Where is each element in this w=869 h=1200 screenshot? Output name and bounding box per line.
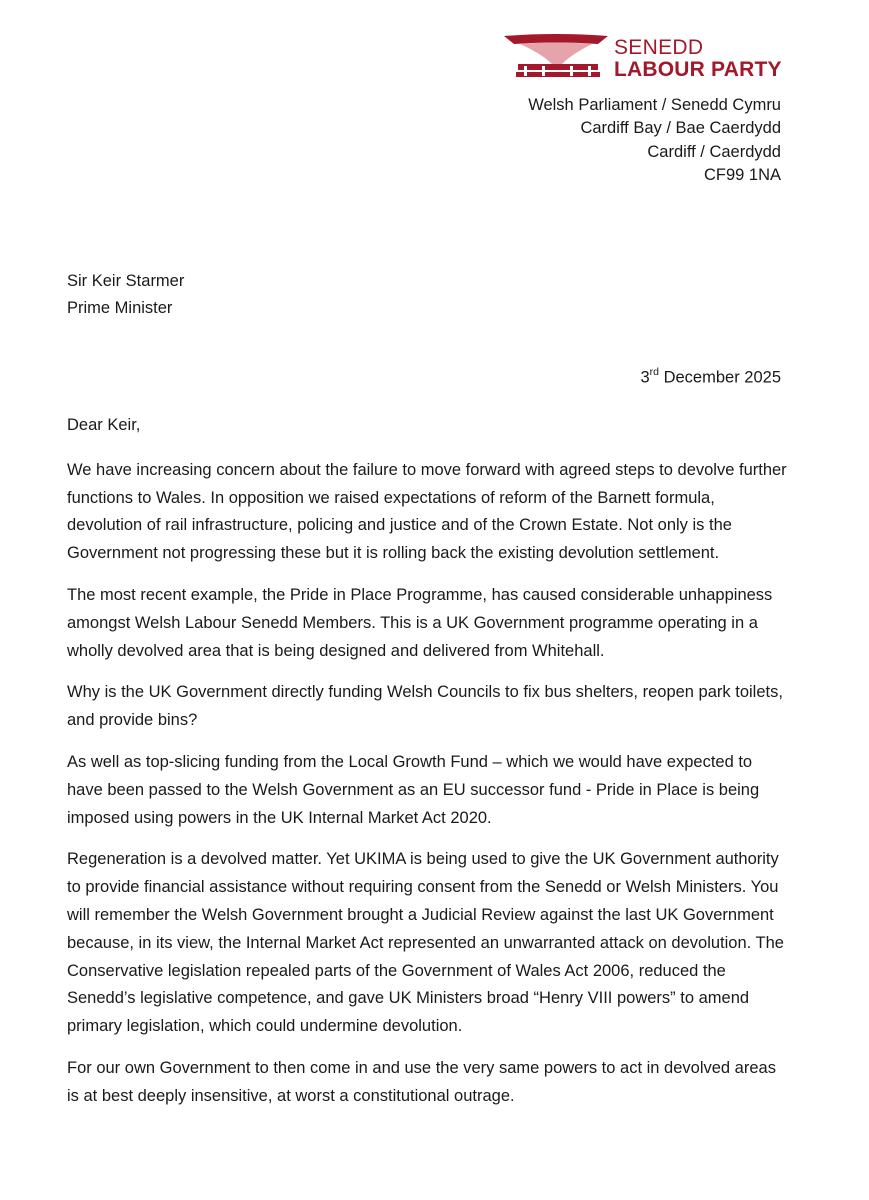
paragraph: We have increasing concern about the failure to move forward with agreed steps to devolve further functions to Wales. In opposition we raised expectations of reform of the Barnett formula, devolution of rail infrastructure, policing and justice and of the Crown Estate. Not only is the Government not progressing these but it is rolling back the existing devolution settlement. (67, 460, 787, 563)
logo-line-senedd: SENEDD (614, 36, 704, 59)
senedd-building-icon (502, 30, 612, 82)
recipient-block (67, 268, 184, 322)
letter-date (640, 367, 781, 388)
paragraph: As well as top-slicing funding from the Local Growth Fund – which we would have expected to have been passed to the Welsh Government as an EU successor fund - Pride in Place is being imposed using powers in the UK Internal Market Act 2020. (67, 752, 760, 827)
address-line: Cardiff Bay / Bae Caerdydd (580, 119, 781, 138)
address-line: Welsh Parliament / Senedd Cymru (528, 96, 781, 114)
address-line: Cardiff / Caerdydd (647, 142, 781, 161)
paragraph: For our own Government to then come in and use the very same powers to act in devolved areas is at best deeply insensitive, at worst a constitutional outrage. (67, 1058, 776, 1105)
paragraph: The most recent example, the Pride in Place Programme, has caused considerable unhappiness amongst Welsh Labour Senedd Members. This is a UK Government programme operating in a wholly devolved area that is being designed and delivered from Whitehall. (67, 585, 773, 660)
date-day: 3 (640, 368, 650, 387)
paragraph: Regeneration is a devolved matter. Yet UKIMA is being used to give the UK Government authority to provide financial assistance without requiring consent from the Senedd or Welsh Ministers. You will remember the Welsh Government brought a Judicial Review against the last UK Government because, in its view, the Internal Market Act represented an unwarranted attack on devolution. The Conservative legislation repealed parts of the Government of Wales Act 2006, reduced the Senedd’s legislative competence, and gave UK Ministers broad “Henry VIII powers” to amend primary legislation, which could undermine devolution. (67, 850, 784, 1036)
recipient-name: Sir Keir Starmer (67, 272, 185, 290)
logo-line-labour-party: LABOUR PARTY (614, 58, 782, 81)
address-line: CF99 1NA (703, 165, 781, 184)
sender-address (528, 94, 781, 187)
salutation: Dear Keir, (67, 416, 141, 434)
date-suffix: rd (649, 366, 659, 378)
letter-body (67, 412, 787, 1125)
logo-wordmark (614, 37, 782, 81)
recipient-title: Prime Minister (67, 299, 173, 317)
paragraph: Why is the UK Government directly funding Welsh Councils to fix bus shelters, reopen park toilets, and provide bins? (67, 683, 783, 730)
senedd-labour-logo (502, 30, 792, 84)
date-month-year: December 2025 (663, 368, 781, 387)
